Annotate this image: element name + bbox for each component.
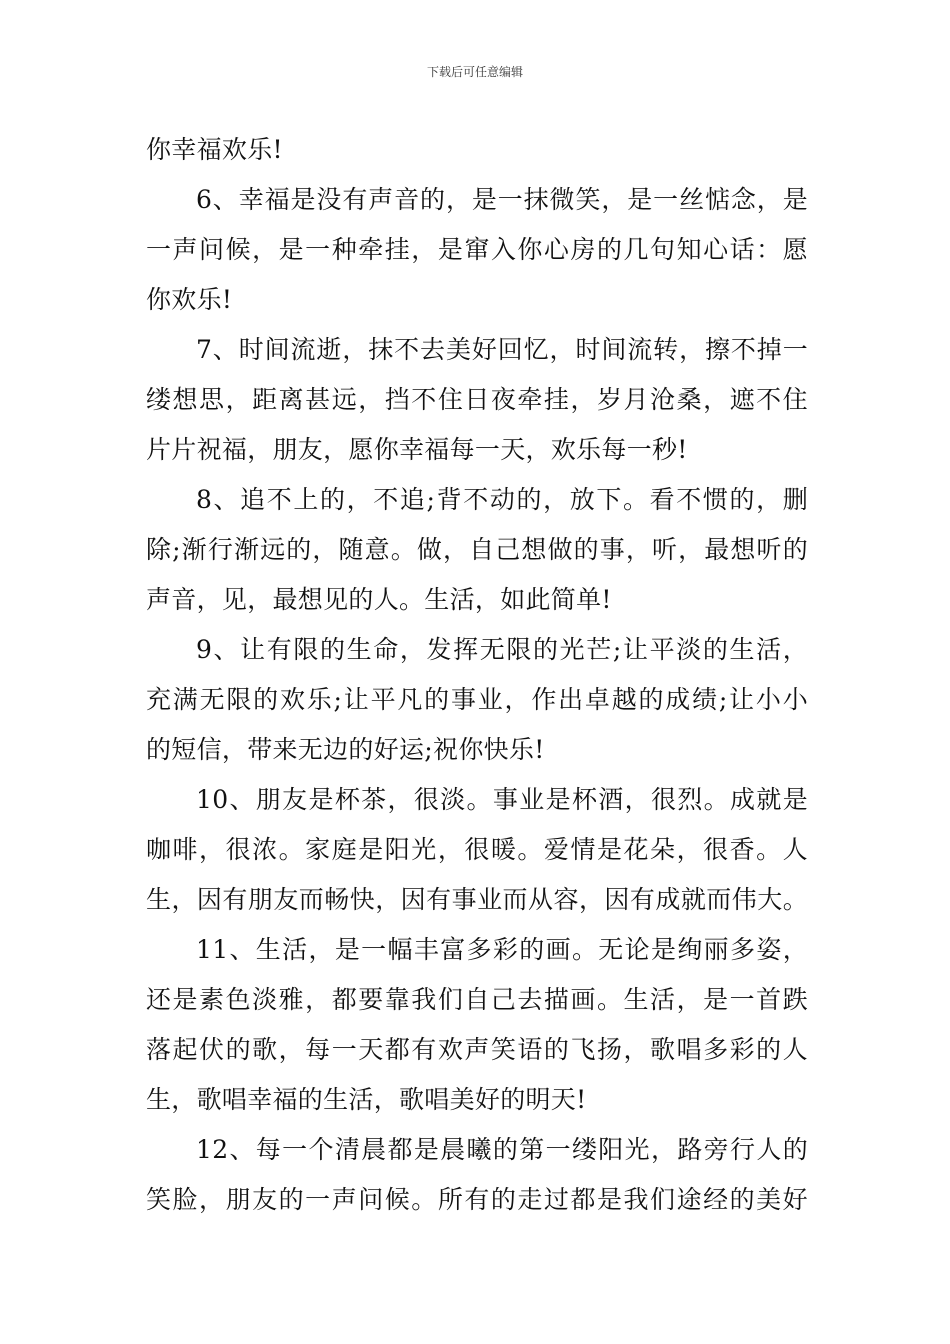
text-line: 8、追不上的，不追;背不动的，放下。看不惯的，删	[196, 485, 808, 514]
text-line: 你欢乐!	[146, 285, 233, 314]
text-line: 除;渐行渐远的，随意。做，自己想做的事，听，最想听的	[146, 535, 808, 564]
text-line: 11、生活，是一幅丰富多彩的画。无论是绚丽多姿，	[196, 935, 808, 964]
text-line: 缕想思，距离甚远，挡不住日夜牵挂，岁月沧桑，遮不住	[146, 385, 808, 414]
text-line: 片片祝福，朋友，愿你幸福每一天，欢乐每一秒!	[146, 435, 688, 464]
text-line: 的短信，带来无边的好运;祝你快乐!	[146, 735, 545, 764]
text-line: 10、朋友是杯茶，很淡。事业是杯酒，很烈。成就是	[196, 785, 808, 814]
text-line: 落起伏的歌，每一天都有欢声笑语的飞扬，歌唱多彩的人	[146, 1035, 808, 1064]
text-line: 7、时间流逝，抹不去美好回忆，时间流转，擦不掉一	[196, 335, 808, 364]
text-line: 笑脸，朋友的一声问候。所有的走过都是我们途经的美好	[146, 1185, 808, 1214]
text-line: 还是素色淡雅，都要靠我们自己去描画。生活，是一首跌	[146, 985, 808, 1014]
page-header: 下载后可任意编辑	[426, 65, 523, 79]
text-line: 充满无限的欢乐;让平凡的事业，作出卓越的成绩;让小小	[146, 685, 808, 714]
text-line: 生，因有朋友而畅快，因有事业而从容，因有成就而伟大。	[146, 885, 808, 914]
text-line: 9、让有限的生命，发挥无限的光芒;让平淡的生活，	[196, 635, 808, 664]
text-line: 一声问候，是一种牵挂，是窜入你心房的几句知心话：愿	[146, 235, 808, 264]
text-line: 你幸福欢乐!	[146, 135, 283, 164]
text-line: 6、幸福是没有声音的，是一抹微笑，是一丝惦念，是	[196, 185, 808, 214]
document-body	[146, 125, 808, 1225]
text-line: 12、每一个清晨都是晨曦的第一缕阳光，路旁行人的	[196, 1135, 808, 1164]
text-line: 生，歌唱幸福的生活，歌唱美好的明天!	[146, 1085, 587, 1114]
text-line: 咖啡，很浓。家庭是阳光，很暖。爱情是花朵，很香。人	[146, 835, 808, 864]
text-line: 声音，见，最想见的人。生活，如此简单!	[146, 585, 612, 614]
